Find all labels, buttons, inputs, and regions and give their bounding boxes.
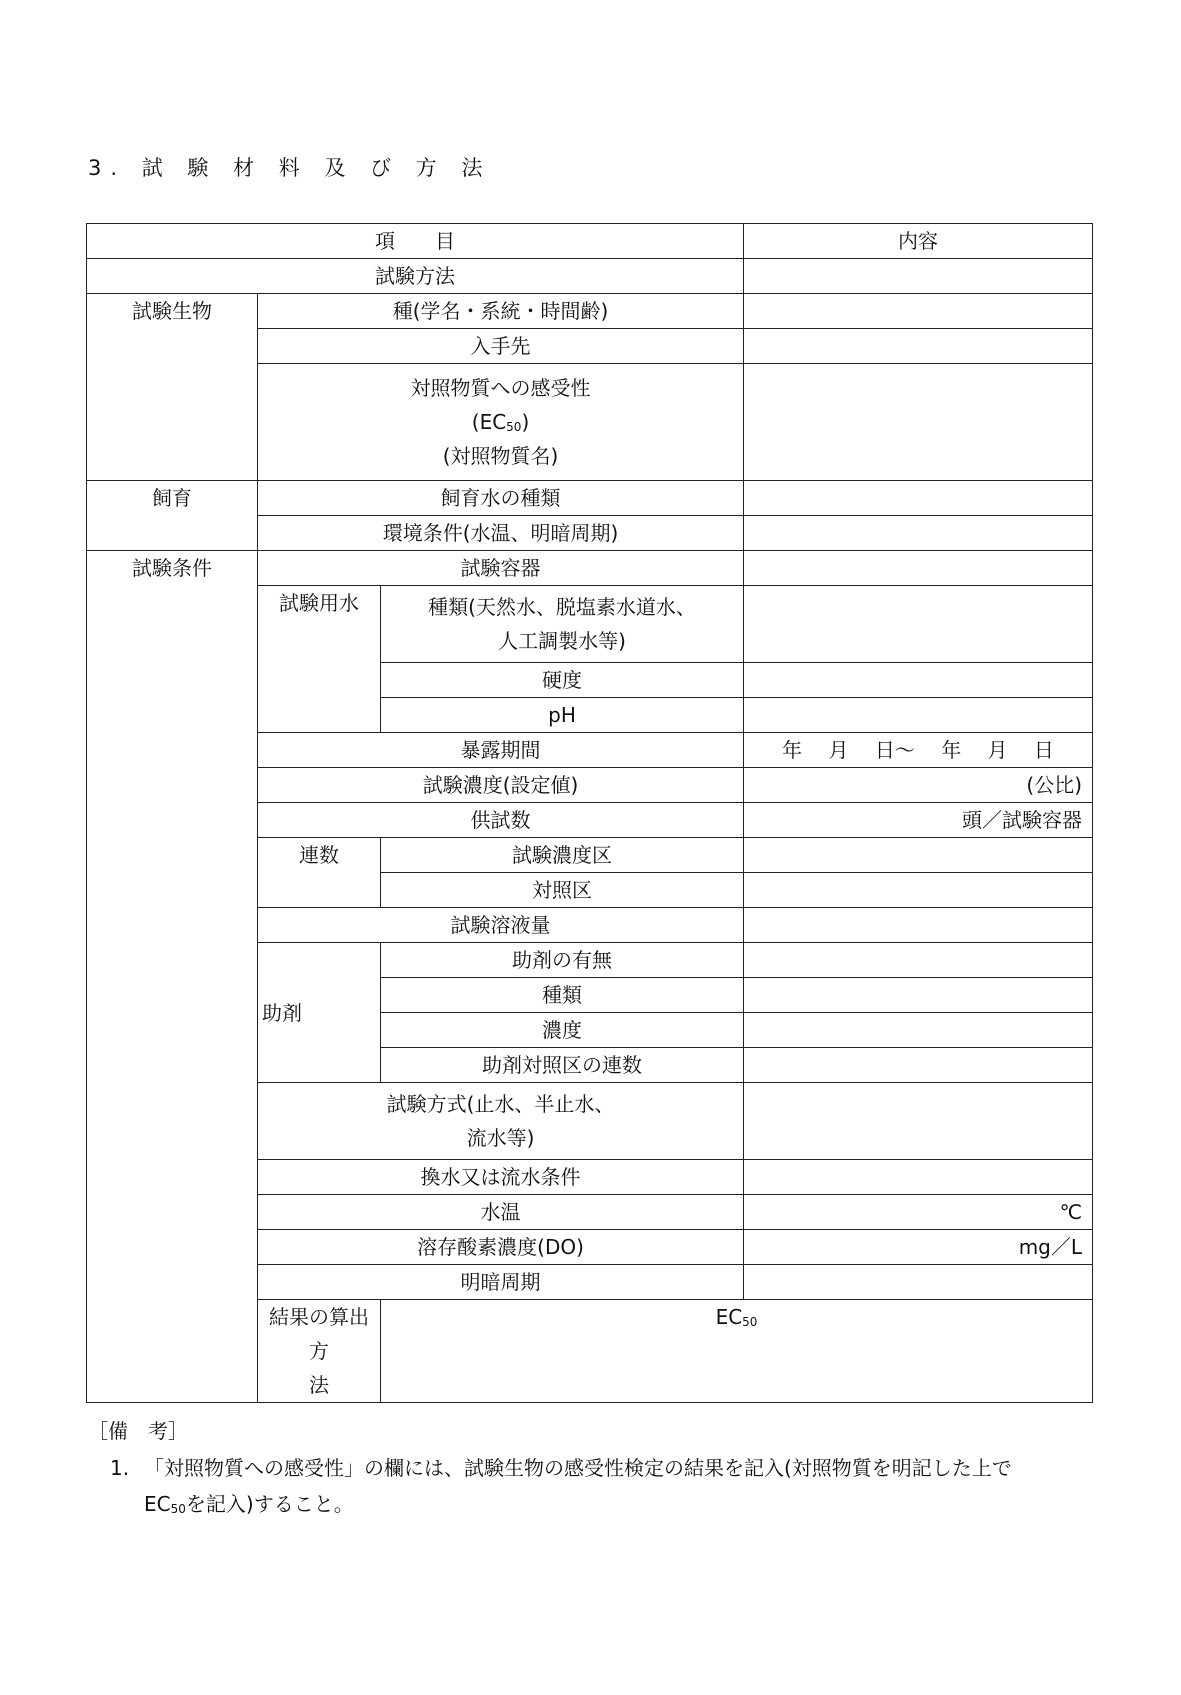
count-value[interactable]: 頭／試験容器	[744, 803, 1093, 838]
table-row	[87, 551, 1093, 586]
table-header-row	[87, 224, 1093, 259]
subgroup-test-water: 試験用水	[258, 586, 381, 733]
row-label-water-kind: 種類(天然水、脱塩素水道水、 人工調製水等)	[381, 586, 744, 663]
header-item: 項 目	[87, 224, 744, 259]
row-label-solvent-presence: 助剤の有無	[381, 943, 744, 978]
row-label-water-type: 飼育水の種類	[258, 481, 744, 516]
remarks-heading: ［備 考］	[88, 1419, 188, 1443]
row-label-renewal: 換水又は流水条件	[258, 1160, 744, 1195]
value-cell[interactable]	[744, 943, 1093, 978]
value-cell[interactable]	[744, 516, 1093, 551]
value-cell[interactable]	[744, 1265, 1093, 1300]
value-cell[interactable]	[744, 586, 1093, 663]
row-label-ph: pH	[381, 698, 744, 733]
row-label-method: 試験方法	[87, 259, 744, 294]
subgroup-replicates: 連数	[258, 838, 381, 908]
value-cell[interactable]	[744, 1048, 1093, 1083]
value-cell[interactable]	[744, 294, 1093, 329]
row-label-solvent-kind: 種類	[381, 978, 744, 1013]
value-cell[interactable]	[744, 1083, 1093, 1160]
sensitivity-line-1: 対照物質への感受性	[410, 376, 591, 400]
row-label-hardness: 硬度	[381, 663, 744, 698]
table-row	[87, 294, 1093, 329]
remark-text-line-2: $EC_{50}$を記入)すること。	[144, 1492, 354, 1516]
remark-text-line-1: 「対照物質への感受性」の欄には、試験生物の感受性検定の結果を記入(対照物質を明記した上で	[144, 1456, 1012, 1480]
exposure-value[interactable]: 年 月 日～ 年 月 日	[744, 733, 1093, 768]
row-label-do: 溶存酸素濃度(DO)	[258, 1230, 744, 1265]
value-cell[interactable]	[744, 838, 1093, 873]
value-cell[interactable]	[744, 1013, 1093, 1048]
sensitivity-line-3: (対照物質名)	[442, 444, 559, 468]
row-label-vessel: 試験容器	[258, 551, 744, 586]
remark-number: 1.	[110, 1456, 130, 1480]
row-label-water-temp: 水温	[258, 1195, 744, 1230]
row-label-volume: 試験溶液量	[258, 908, 744, 943]
value-cell[interactable]	[744, 663, 1093, 698]
group-results: 結果の算出方 法	[258, 1300, 381, 1403]
concentration-value[interactable]: (公比)	[744, 768, 1093, 803]
row-label-concentration: 試験濃度(設定値)	[258, 768, 744, 803]
value-cell[interactable]	[744, 698, 1093, 733]
row-label-solvent-conc: 濃度	[381, 1013, 744, 1048]
table-row	[87, 259, 1093, 294]
row-label-control: 対照区	[381, 873, 744, 908]
row-label-test-area: 試験濃度区	[381, 838, 744, 873]
group-organism: 試験生物	[87, 294, 258, 481]
row-label-count: 供試数	[258, 803, 744, 838]
value-cell[interactable]	[744, 908, 1093, 943]
value-cell[interactable]	[744, 364, 1093, 481]
header-content: 内容	[744, 224, 1093, 259]
value-cell[interactable]	[744, 978, 1093, 1013]
group-conditions: 試験条件	[87, 551, 258, 1403]
table-row	[87, 481, 1093, 516]
row-label-solvent-control-reps: 助剤対照区の連数	[381, 1048, 744, 1083]
value-cell[interactable]	[744, 481, 1093, 516]
group-rearing: 飼育	[87, 481, 258, 551]
row-label-species: 種(学名・系統・時間齢)	[258, 294, 744, 329]
sensitivity-line-2: $(EC_{50})$	[471, 410, 530, 434]
row-label-exposure: 暴露期間	[258, 733, 744, 768]
row-label-test-method: 試験方式(止水、半止水、 流水等)	[258, 1083, 744, 1160]
value-cell[interactable]	[744, 259, 1093, 294]
remark-item	[110, 1450, 1100, 1522]
value-cell[interactable]	[744, 873, 1093, 908]
section-title: 3. 試 験 材 料 及 び 方 法	[88, 156, 492, 180]
test-materials-table	[86, 223, 1093, 1403]
row-label-sensitivity	[258, 364, 744, 481]
row-label-source: 入手先	[258, 329, 744, 364]
value-cell[interactable]	[744, 1160, 1093, 1195]
row-label-env: 環境条件(水温、明暗周期)	[258, 516, 744, 551]
value-cell[interactable]	[744, 329, 1093, 364]
row-label-ec50: $EC_{50}$	[381, 1300, 1093, 1403]
water-temp-unit[interactable]: ℃	[744, 1195, 1093, 1230]
row-label-photoperiod: 明暗周期	[258, 1265, 744, 1300]
subgroup-solvent: 助剤	[258, 943, 381, 1083]
value-cell[interactable]	[744, 551, 1093, 586]
do-unit[interactable]: mg／L	[744, 1230, 1093, 1265]
